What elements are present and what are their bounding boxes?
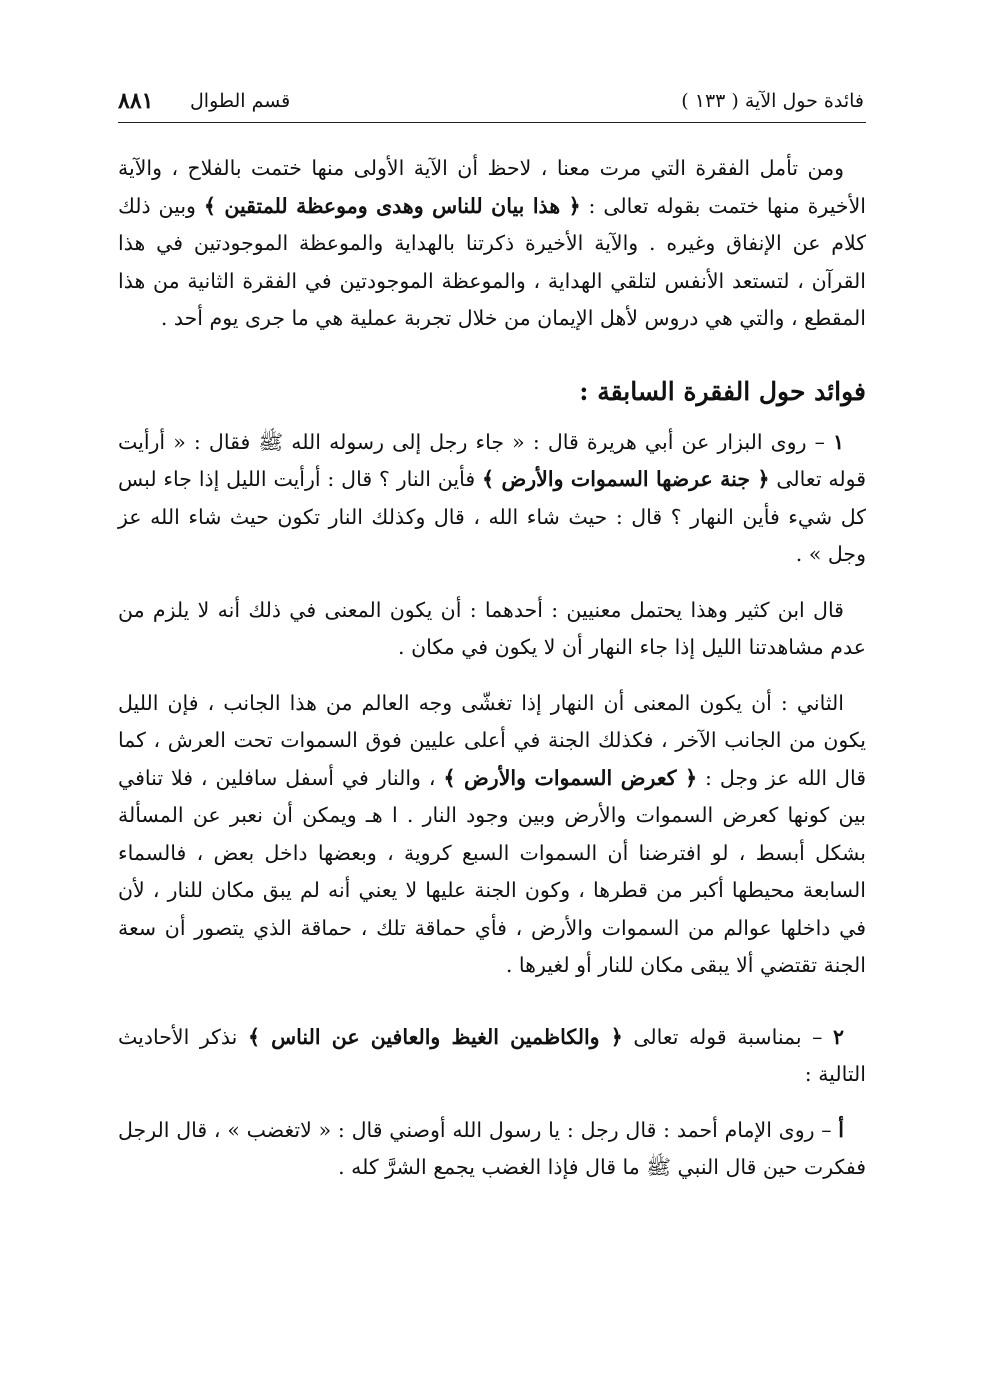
intro-text-b: وبين ذلك كلام عن الإنفاق وغيره . والآية الأخيرة ذكرتنا بالهداية والموعظة الموجودتين في هذا القرآن ، لتستعد الأنفس لتلقي الهداية ، والموعظة الموجودتين في الفقرة الثانية من هذا المقطع ، والتي هي دروس لأهل الإيمان من خلال تجربة عملية هي ما جرى يوم أحد . xyxy=(118,193,866,330)
item-letter: أ xyxy=(838,1117,844,1142)
page-number: ٨٨١ xyxy=(118,88,154,114)
item-number: ٢ xyxy=(832,1024,844,1049)
book-page xyxy=(118,82,866,1282)
running-title: فائدة حول الآية ( ١٣٣ ) xyxy=(681,90,864,112)
second-meaning-paragraph xyxy=(118,685,866,985)
quran-verse: ﴿ والكاظمين الغيظ والعافين عن الناس ﴾ xyxy=(247,1024,623,1049)
section-name: قسم الطوال xyxy=(190,90,291,112)
second-text-a: الثاني : أن يكون المعنى أن النهار إذا تغشّى وجه العالم من هذا الجانب ، فإن الليل يكون من الجانب الآخر ، فكذلك الجنة في أعلى عليين فوق السموات تحت العرش ، كما قال الله عز وجل : xyxy=(118,690,867,790)
section-heading: فوائد حول الفقرة السابقة : xyxy=(579,376,866,406)
intro-paragraph xyxy=(118,150,866,338)
quran-verse: ﴿ جنة عرضها السموات والأرض ﴾ xyxy=(482,467,770,491)
intro-text-a: ومن تأمل الفقرة التي مرت معنا ، لاحظ أن الآية الأولى منها ختمت بالفلاح ، والآية الأخيرة منها ختمت بقوله تعالى : xyxy=(118,156,866,218)
item-1-paragraph xyxy=(118,424,866,574)
second-text-b: ، والنار في أسفل سافلين ، فلا تنافي بين كونها كعرض السموات والأرض وبين وجود النار . ا هـ ويمكن أن نعبر عن المسألة بشكل أبسط ، لو افترضنا أن السموات السبع كروية ، وبعضها داخل بعض ، فالسماء السابعة محيطها أكبر من قطرها ، وكون الجنة عليها لا يعني أنه لم يبق مكان للنار ، لأن في داخلها عوالم من السموات والأرض ، فأي حماقة تلك ، حماقة الذي يتصور أن سعة الجنة تقتضي ألا يبقى مكان للنار أو لغيرها . xyxy=(118,765,866,977)
ibn-kathir-paragraph: قال ابن كثير وهذا يحتمل معنيين : أحدهما : أن يكون المعنى في ذلك أنه لا يلزم من عدم مشاهدتنا الليل إذا جاء النهار أن لا يكون في مكان . xyxy=(118,597,866,659)
quran-verse: ﴿ كعرض السموات والأرض ﴾ xyxy=(443,765,698,790)
quran-verse: ﴿ هذا بيان للناس وهدى وموعظة للمتقين ﴾ xyxy=(203,193,581,218)
item-2a-text: – روى الإمام أحمد : قال رجل : يا رسول الله أوصني قال : « لاتغضب » ، قال الرجل ففكرت حين قال النبي ﷺ ما قال فإذا الغضب يجمع الشرَّ كله . xyxy=(118,1117,866,1179)
item-2-paragraph xyxy=(118,1019,866,1094)
item-1-text-b: فأين النار ؟ قال : أرأيت الليل إذا جاء لبس كل شيء فأين النهار ؟ قال : حيث شاء الله ، قال وكذلك النار تكون حيث شاء الله عز وجل » . xyxy=(118,467,866,566)
page-header xyxy=(118,82,866,123)
item-2-text-b: نذكر الأحاديث التالية : xyxy=(118,1024,866,1086)
item-2-text-a: – بمناسبة قوله تعالى xyxy=(622,1024,833,1049)
item-1-text-a: – روى البزار عن أبي هريرة قال : « جاء رجل إلى رسوله الله ﷺ فقال : « أرأيت قوله تعالى xyxy=(118,429,866,491)
item-number: ١ xyxy=(832,429,844,454)
page-body xyxy=(118,150,866,1187)
item-2a-paragraph xyxy=(118,1112,866,1187)
